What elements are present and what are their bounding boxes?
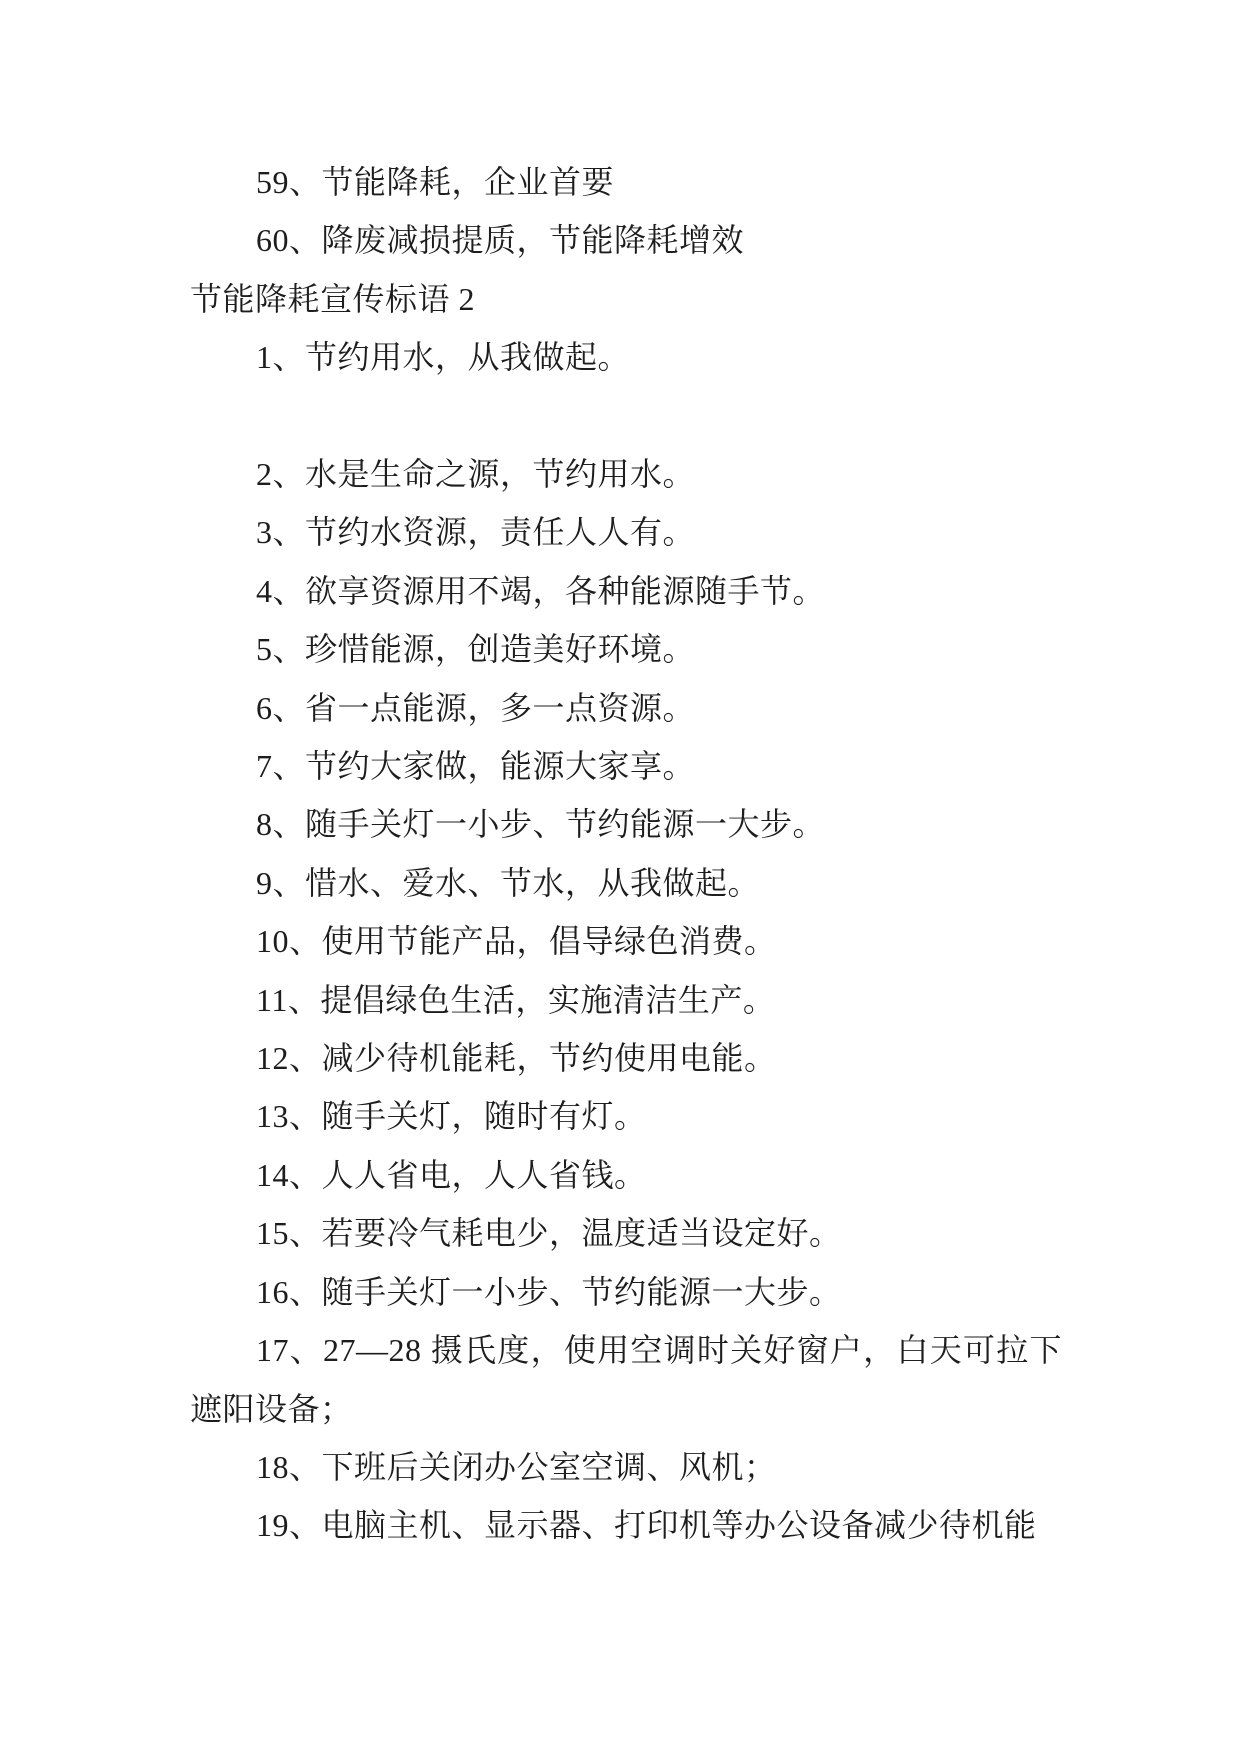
slogan-line: 5、珍惜能源，创造美好环境。: [256, 631, 696, 668]
slogan-line: 18、下班后关闭办公室空调、风机；: [256, 1448, 777, 1485]
slogan-line: 13、随手关灯，随时有灯。: [256, 1098, 647, 1135]
slogan-line: 14、人人省电，人人省钱。: [256, 1156, 647, 1193]
slogan-line: 4、欲享资源用不竭，各种能源随手节。: [256, 572, 826, 609]
slogan-line: 15、若要冷气耗电少，温度适当设定好。: [256, 1215, 842, 1252]
slogan-line: 7、节约大家做，能源大家享。: [256, 748, 696, 785]
slogan-line: 8、随手关灯一小步、节约能源一大步。: [256, 806, 826, 843]
slogan-line: 59、节能降耗，企业首要: [256, 164, 615, 200]
slogan-line: 19、电脑主机、显示器、打印机等办公设备减少待机能: [256, 1507, 1037, 1544]
slogan-line: 12、减少待机能耗，节约使用电能。: [256, 1040, 777, 1077]
blank-line: [190, 387, 1062, 445]
document-content: [190, 153, 1062, 1555]
slogan-line: 16、随手关灯一小步、节约能源一大步。: [256, 1273, 842, 1310]
slogan-line: 9、惜水、爱水、节水，从我做起。: [256, 864, 761, 901]
slogan-line: 10、使用节能产品，倡导绿色消费。: [256, 923, 777, 960]
slogan-line: 60、降废减损提质，节能降耗增效: [256, 222, 745, 259]
slogan-line: 2、水是生命之源，节约用水。: [256, 456, 696, 493]
slogan-line: 3、节约水资源，责任人人有。: [256, 514, 696, 551]
slogan-line: 11、提倡绿色生活，实施清洁生产。: [256, 981, 776, 1018]
section-heading: 节能降耗宣传标语 2: [190, 280, 476, 317]
slogan-line: 1、节约用水，从我做起。: [256, 339, 631, 376]
slogan-line: 17、27—28 摄氏度，使用空调时关好窗户，白天可拉下遮阳设备；: [190, 1332, 1062, 1427]
slogan-line: 6、省一点能源，多一点资源。: [256, 689, 696, 726]
